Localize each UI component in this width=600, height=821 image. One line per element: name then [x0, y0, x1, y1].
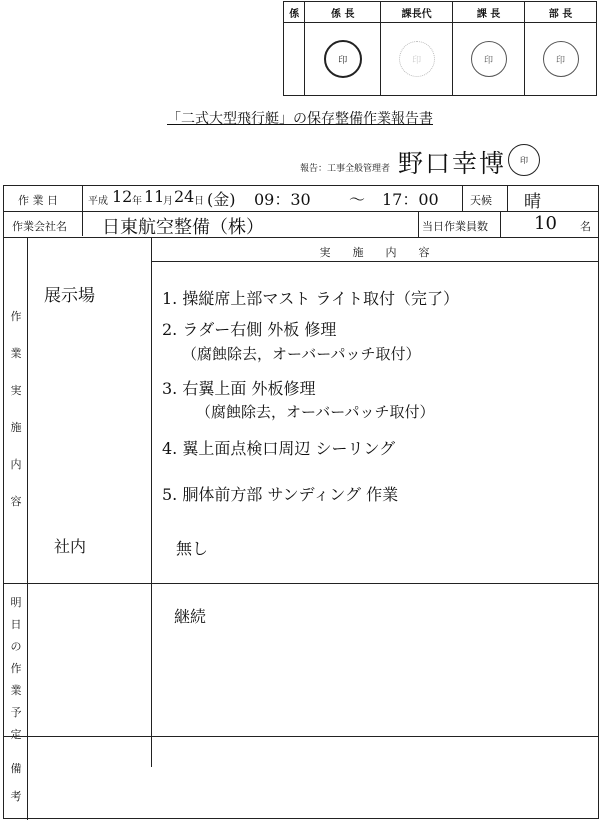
work-item-1: 1. 操縦席上部マスト ライト取付（完了）: [162, 289, 459, 308]
weather-label: 天候: [470, 194, 492, 207]
work-date-day: 24: [174, 187, 195, 206]
reporter-seal-icon: 印: [508, 144, 540, 176]
workers-unit: 名: [580, 220, 591, 233]
remarks-vertical-label: 備 考: [10, 762, 22, 803]
work-time-tilde: ～: [349, 190, 366, 209]
approval-box-department-manager: [525, 23, 597, 96]
work-end-time: 17：00: [382, 190, 439, 209]
work-start-time: 09：30: [254, 190, 311, 209]
company-label: 作業会社名: [12, 220, 67, 233]
approval-box-staff: [284, 23, 305, 96]
work-date-year: 12: [112, 187, 133, 206]
seal-stamp-icon: 印: [471, 41, 507, 77]
work-item-4: 4. 翼上面点検口周辺 シーリング: [162, 439, 396, 458]
work-date-month: 11: [144, 187, 165, 206]
workers-label: 当日作業員数: [422, 220, 488, 233]
approval-box-chief: [305, 23, 381, 96]
seal-stamp-icon: 印: [324, 40, 362, 78]
tomorrow-section-vertical-label: 明 日 の 作 業 予 定: [10, 596, 22, 741]
location-company-content: 無し: [176, 539, 209, 558]
weather-value: 晴: [524, 192, 541, 212]
tomorrow-plan-content: 継続: [174, 607, 207, 626]
work-item-3: 3. 右翼上面 外板修理: [162, 379, 316, 398]
location-exhibition-site: 展示場: [44, 286, 95, 306]
company-value: 日東航空整備（株）: [102, 217, 264, 238]
approval-header-section-manager: 課 長: [453, 2, 525, 23]
report-form: 作 業 日 平成 12 年 11 月 24 日 (金) 09：30 ～ 17：00 天候 晴 作業会社名 日東航空整備（株） 当日作業員数 10 名 実 施 内 容 作 業 実 施 内 容 展示場 1. 操縦席上部マスト ライト取付（完了） 2. ラダー右側 外板 修理 （腐蝕除去，オーバーパッチ取付） 3. 右翼上面 外板修理 （腐蝕除去，オーバーパッチ取付） 4. 翼上面点検口周辺 シーリング 5. 胴体前方部 サンディング 作業 社内 無し 明 日 の 作 業 予 定 継続 備 考: [3, 185, 599, 819]
reporter-label: 報告：工事全般管理者: [300, 164, 391, 174]
work-date-era: 平成: [88, 196, 108, 207]
approval-stamp-table: [283, 1, 597, 96]
approval-header-chief: 係 長: [305, 2, 381, 23]
reporter-line: [300, 140, 540, 180]
work-item-2: 2. ラダー右側 外板 修理: [162, 320, 337, 339]
document-title: 「二式大型飛行艇」の保存整備作業報告書: [167, 111, 433, 127]
work-section-vertical-label: 作 業 実 施 内 容: [10, 310, 22, 508]
workers-value: 10: [534, 213, 557, 234]
approval-header-staff: 係: [284, 2, 305, 23]
location-company: 社内: [54, 537, 87, 556]
seal-stamp-icon: 印: [543, 41, 579, 77]
work-date-weekday: (金): [207, 190, 236, 209]
seal-stamp-icon: 印: [399, 41, 435, 77]
work-item-5: 5. 胴体前方部 サンディング 作業: [162, 485, 399, 504]
content-header: 実 施 内 容: [319, 246, 430, 259]
approval-box-section-manager: [453, 23, 525, 96]
approval-header-department-manager: 部 長: [525, 2, 597, 23]
reporter-name: 野口幸博: [398, 149, 507, 178]
work-date-label: 作 業 日: [18, 194, 58, 207]
work-item-3-detail: （腐蝕除去，オーバーパッチ取付）: [196, 403, 435, 421]
approval-header-deputy-manager: 課長代: [381, 2, 453, 23]
work-item-2-detail: （腐蝕除去，オーバーパッチ取付）: [182, 345, 421, 363]
approval-box-deputy-manager: [381, 23, 453, 96]
